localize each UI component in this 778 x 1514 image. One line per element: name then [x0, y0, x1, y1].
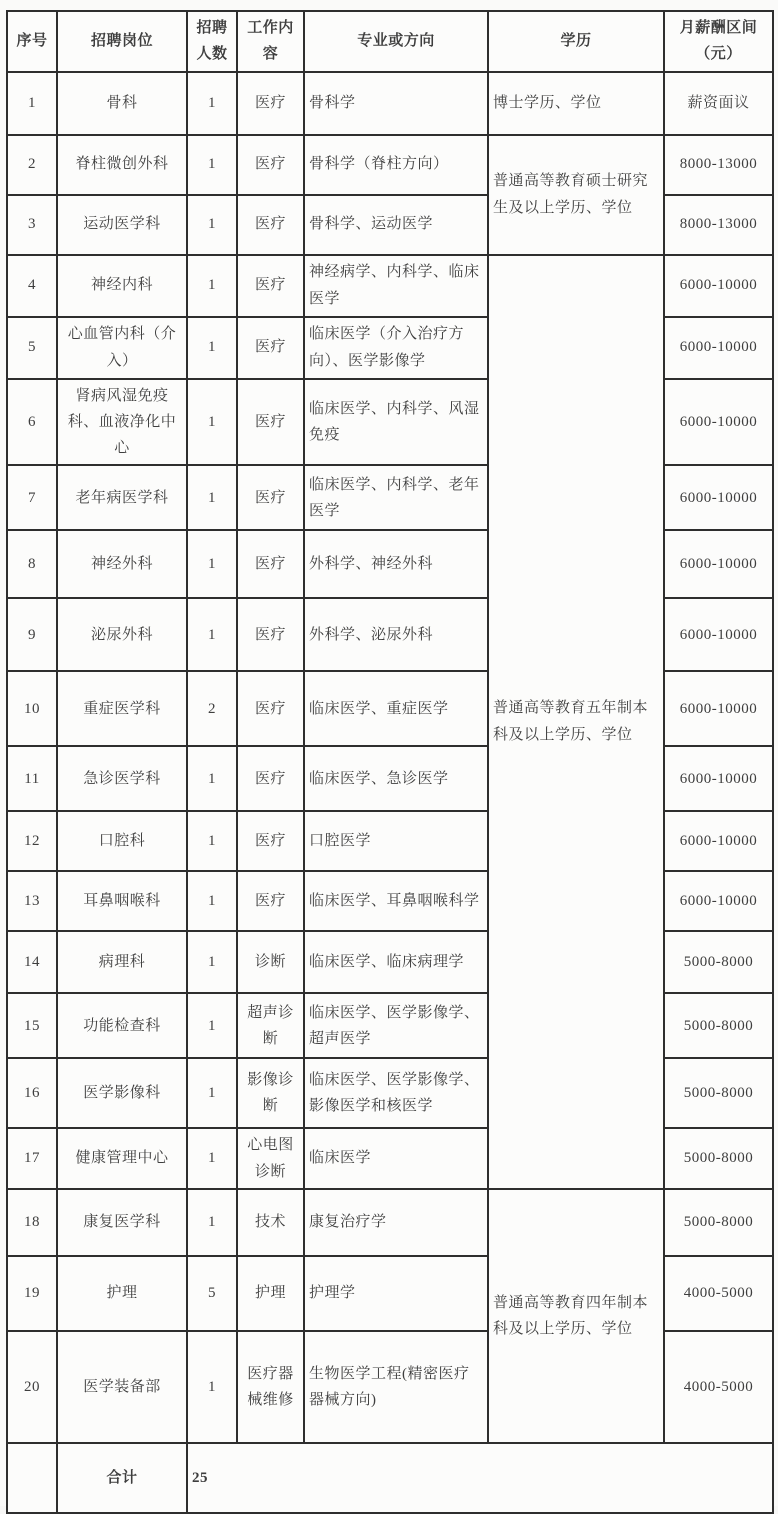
cell-major: 临床医学、耳鼻咽喉科学: [304, 871, 488, 931]
cell-education: 普通高等教育硕士研究生及以上学历、学位: [488, 135, 664, 255]
table-body: [7, 72, 773, 1443]
cell-count: 1: [187, 1331, 237, 1443]
footer-total-label: 合计: [57, 1443, 187, 1513]
cell-salary: 5000-8000: [664, 931, 773, 993]
cell-salary: 6000-10000: [664, 871, 773, 931]
cell-major: 护理学: [304, 1256, 488, 1331]
cell-major: 外科学、泌尿外科: [304, 598, 488, 671]
footer-empty-cell: [7, 1443, 57, 1513]
cell-position: 耳鼻咽喉科: [57, 871, 187, 931]
cell-work: 技术: [237, 1189, 304, 1256]
cell-count: 1: [187, 530, 237, 598]
cell-work: 医疗: [237, 255, 304, 317]
table-row: [7, 255, 773, 317]
cell-count: 1: [187, 871, 237, 931]
cell-count: 1: [187, 931, 237, 993]
cell-count: 1: [187, 993, 237, 1058]
column-header-major: 专业或方向: [304, 11, 488, 72]
column-header-count: 招聘人数: [187, 11, 237, 72]
cell-salary: 8000-13000: [664, 135, 773, 195]
cell-education: 博士学历、学位: [488, 72, 664, 135]
cell-salary: 薪资面议: [664, 72, 773, 135]
cell-no: 12: [7, 811, 57, 871]
cell-work: 诊断: [237, 931, 304, 993]
cell-salary: 5000-8000: [664, 1189, 773, 1256]
cell-work: 影像诊断: [237, 1058, 304, 1128]
cell-major: 临床医学、急诊医学: [304, 746, 488, 811]
cell-work: 医疗: [237, 598, 304, 671]
cell-count: 1: [187, 255, 237, 317]
cell-major: 临床医学、医学影像学、影像医学和核医学: [304, 1058, 488, 1128]
cell-no: 7: [7, 465, 57, 530]
cell-salary: 8000-13000: [664, 195, 773, 255]
cell-salary: 5000-8000: [664, 1058, 773, 1128]
cell-work: 医疗: [237, 465, 304, 530]
cell-major: 骨科学（脊柱方向）: [304, 135, 488, 195]
column-header-work: 工作内容: [237, 11, 304, 72]
cell-major: 外科学、神经外科: [304, 530, 488, 598]
cell-major: 临床医学: [304, 1128, 488, 1189]
cell-position: 重症医学科: [57, 671, 187, 746]
cell-salary: 6000-10000: [664, 530, 773, 598]
cell-major: 口腔医学: [304, 811, 488, 871]
cell-no: 13: [7, 871, 57, 931]
cell-no: 17: [7, 1128, 57, 1189]
cell-major: 骨科学、运动医学: [304, 195, 488, 255]
cell-no: 14: [7, 931, 57, 993]
cell-no: 6: [7, 379, 57, 466]
cell-work: 医疗: [237, 135, 304, 195]
cell-count: 1: [187, 379, 237, 466]
cell-salary: 6000-10000: [664, 465, 773, 530]
cell-work: 医疗: [237, 379, 304, 466]
cell-count: 1: [187, 135, 237, 195]
cell-no: 16: [7, 1058, 57, 1128]
cell-salary: 5000-8000: [664, 1128, 773, 1189]
cell-major: 临床医学、临床病理学: [304, 931, 488, 993]
cell-work: 医疗: [237, 746, 304, 811]
cell-salary: 5000-8000: [664, 993, 773, 1058]
cell-work: 医疗器械维修: [237, 1331, 304, 1443]
recruitment-table: [6, 10, 774, 1514]
cell-no: 4: [7, 255, 57, 317]
cell-no: 8: [7, 530, 57, 598]
column-header-no: 序号: [7, 11, 57, 72]
cell-work: 医疗: [237, 72, 304, 135]
cell-salary: 6000-10000: [664, 317, 773, 379]
cell-work: 医疗: [237, 811, 304, 871]
cell-position: 急诊医学科: [57, 746, 187, 811]
cell-salary: 6000-10000: [664, 671, 773, 746]
cell-salary: 6000-10000: [664, 811, 773, 871]
cell-major: 康复治疗学: [304, 1189, 488, 1256]
cell-salary: 6000-10000: [664, 379, 773, 466]
cell-work: 医疗: [237, 871, 304, 931]
cell-salary: 6000-10000: [664, 255, 773, 317]
cell-count: 1: [187, 465, 237, 530]
cell-no: 3: [7, 195, 57, 255]
cell-position: 健康管理中心: [57, 1128, 187, 1189]
cell-position: 康复医学科: [57, 1189, 187, 1256]
footer-row: [7, 1443, 773, 1513]
cell-position: 病理科: [57, 931, 187, 993]
cell-work: 心电图诊断: [237, 1128, 304, 1189]
cell-no: 1: [7, 72, 57, 135]
cell-count: 1: [187, 72, 237, 135]
cell-major: 临床医学、内科学、老年医学: [304, 465, 488, 530]
cell-work: 医疗: [237, 530, 304, 598]
cell-work: 护理: [237, 1256, 304, 1331]
table-row: [7, 1189, 773, 1256]
cell-work: 医疗: [237, 195, 304, 255]
cell-major: 骨科学: [304, 72, 488, 135]
cell-position: 医学影像科: [57, 1058, 187, 1128]
cell-position: 功能检查科: [57, 993, 187, 1058]
cell-major: 临床医学（介入治疗方向）、医学影像学: [304, 317, 488, 379]
cell-no: 15: [7, 993, 57, 1058]
cell-position: 肾病风湿免疫科、血液净化中心: [57, 379, 187, 466]
cell-work: 医疗: [237, 317, 304, 379]
cell-major: 神经病学、内科学、临床医学: [304, 255, 488, 317]
cell-work: 超声诊断: [237, 993, 304, 1058]
cell-position: 老年病医学科: [57, 465, 187, 530]
cell-no: 19: [7, 1256, 57, 1331]
cell-no: 5: [7, 317, 57, 379]
cell-salary: 6000-10000: [664, 598, 773, 671]
cell-count: 1: [187, 1189, 237, 1256]
cell-count: 5: [187, 1256, 237, 1331]
cell-count: 1: [187, 195, 237, 255]
cell-major: 临床医学、内科学、风湿免疫: [304, 379, 488, 466]
cell-no: 18: [7, 1189, 57, 1256]
cell-no: 20: [7, 1331, 57, 1443]
column-header-education: 学历: [488, 11, 664, 72]
cell-education: 普通高等教育四年制本科及以上学历、学位: [488, 1189, 664, 1443]
column-header-position: 招聘岗位: [57, 11, 187, 72]
table-row: [7, 72, 773, 135]
footer-total-value: 25: [187, 1443, 773, 1513]
cell-position: 护理: [57, 1256, 187, 1331]
header-row: [7, 11, 773, 72]
cell-count: 1: [187, 811, 237, 871]
cell-education: 普通高等教育五年制本科及以上学历、学位: [488, 255, 664, 1189]
cell-no: 10: [7, 671, 57, 746]
cell-count: 1: [187, 1128, 237, 1189]
cell-position: 神经外科: [57, 530, 187, 598]
table-row: [7, 135, 773, 195]
cell-no: 11: [7, 746, 57, 811]
cell-count: 1: [187, 317, 237, 379]
column-header-salary: 月薪酬区间（元）: [664, 11, 773, 72]
cell-major: 生物医学工程(精密医疗器械方向): [304, 1331, 488, 1443]
cell-position: 神经内科: [57, 255, 187, 317]
cell-count: 2: [187, 671, 237, 746]
cell-position: 心血管内科（介入）: [57, 317, 187, 379]
cell-work: 医疗: [237, 671, 304, 746]
cell-position: 口腔科: [57, 811, 187, 871]
cell-salary: 4000-5000: [664, 1331, 773, 1443]
cell-no: 9: [7, 598, 57, 671]
cell-salary: 4000-5000: [664, 1256, 773, 1331]
cell-count: 1: [187, 1058, 237, 1128]
cell-no: 2: [7, 135, 57, 195]
cell-count: 1: [187, 746, 237, 811]
cell-count: 1: [187, 598, 237, 671]
cell-position: 运动医学科: [57, 195, 187, 255]
cell-salary: 6000-10000: [664, 746, 773, 811]
cell-position: 泌尿外科: [57, 598, 187, 671]
cell-position: 骨科: [57, 72, 187, 135]
cell-major: 临床医学、重症医学: [304, 671, 488, 746]
cell-major: 临床医学、医学影像学、超声医学: [304, 993, 488, 1058]
cell-position: 脊柱微创外科: [57, 135, 187, 195]
cell-position: 医学装备部: [57, 1331, 187, 1443]
